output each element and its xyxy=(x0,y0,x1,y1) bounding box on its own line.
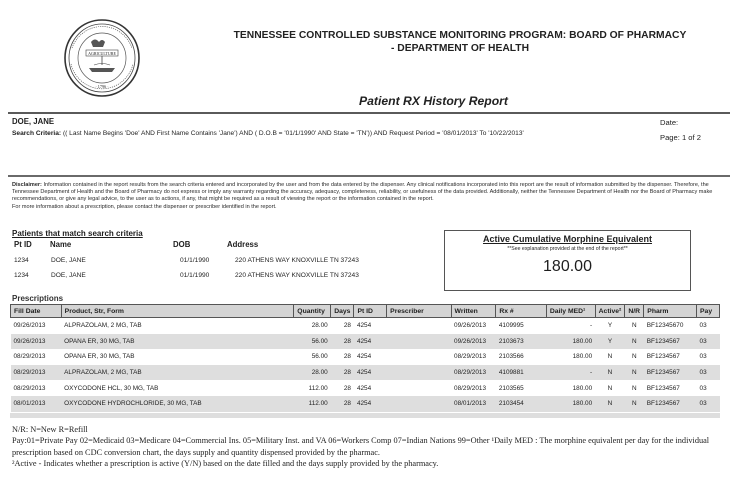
table-row xyxy=(11,349,720,365)
cell-active: N xyxy=(607,384,613,392)
cell-rx-number: 4109995 xyxy=(498,322,524,330)
patients-col-ptid: Pt ID xyxy=(14,240,32,249)
cell-prescriber xyxy=(387,380,451,396)
cell-prescriber xyxy=(387,318,451,334)
patient-name: DOE, JANE xyxy=(12,117,55,126)
page-indicator: Page: 1 of 2 xyxy=(660,133,701,142)
table-row xyxy=(11,318,720,334)
cell-rx-number: 2103565 xyxy=(498,384,524,392)
cell-rx-number: 4109881 xyxy=(496,365,546,381)
table-row xyxy=(11,334,720,350)
table-row xyxy=(11,396,720,412)
cell-fill-date: 09/26/2013 xyxy=(13,322,46,330)
cell-pharm: BF1234567 xyxy=(646,384,680,392)
morphine-note: **See explanation provided at the end of the report** xyxy=(507,246,628,252)
col-rx-number: Rx # xyxy=(496,305,546,318)
cell-nr: N xyxy=(625,334,644,350)
cell-prescriber xyxy=(387,334,451,350)
cell-rx-number: 2103454 xyxy=(496,396,546,412)
date-label: Date: xyxy=(660,118,679,127)
cell-nr: N xyxy=(625,396,644,412)
cell-active: Y xyxy=(607,322,613,330)
cell-fill-date: 08/01/2013 xyxy=(11,396,62,412)
disclaimer-more-info: For more information about a prescription, please contact the dispenser or prescriber identified in the report. xyxy=(12,203,277,210)
cell-pay: 03 xyxy=(697,334,720,350)
cell-active: N xyxy=(595,365,625,381)
table-header-row xyxy=(11,305,720,318)
search-criteria xyxy=(12,128,592,139)
cell-days: 28 xyxy=(343,353,351,361)
cell-written: 08/01/2013 xyxy=(451,396,496,412)
cell-days: 28 xyxy=(331,365,354,381)
cell-daily-med: 180.00 xyxy=(572,384,593,392)
col-prescriber: Prescriber xyxy=(387,305,451,318)
cell-pharm: BF1234567 xyxy=(644,365,697,381)
cell-pt-id: 4254 xyxy=(354,365,387,381)
cell-written: 08/29/2013 xyxy=(454,384,487,392)
col-quantity: Quantity xyxy=(294,305,331,318)
disclaimer-label: Disclaimer: xyxy=(12,182,42,188)
cell-quantity: 28.00 xyxy=(311,322,328,330)
cell-pay: 03 xyxy=(699,384,707,392)
cell-daily-med: - xyxy=(546,365,595,381)
col-written: Written xyxy=(451,305,496,318)
cell-pt-id: 4254 xyxy=(356,353,372,361)
patient-address: 220 ATHENS WAY KNOXVILLE TN 37243 xyxy=(235,257,359,264)
page-title: Patient RX History Report xyxy=(359,94,508,108)
table-footer-bar xyxy=(10,413,720,418)
col-nr: N/R xyxy=(625,305,644,318)
cell-product: OPANA ER, 30 MG, TAB xyxy=(61,334,294,350)
cell-pharm: BF1234567 xyxy=(644,396,697,412)
patient-ptid: 1234 xyxy=(14,272,29,279)
table-row xyxy=(11,365,720,381)
cell-active: N xyxy=(595,396,625,412)
footnotes xyxy=(12,424,732,470)
cell-daily-med: 180.00 xyxy=(546,396,595,412)
col-product: Product, Str, Form xyxy=(61,305,294,318)
footnote-active: ²Active - Indicates whether a prescription is active (Y/N) based on the date filled and the days supply provided by the pharmacy. xyxy=(12,459,439,469)
cell-daily-med: 180.00 xyxy=(572,353,593,361)
patient-name-cell: DOE, JANE xyxy=(51,257,86,264)
col-pt-id: Pt ID xyxy=(354,305,387,318)
cell-written: 08/29/2013 xyxy=(451,365,496,381)
cell-nr: N xyxy=(631,322,637,330)
patients-col-name: Name xyxy=(50,240,72,249)
cell-nr: N xyxy=(631,353,637,361)
cell-daily-med: 180.00 xyxy=(546,334,595,350)
cell-written: 08/29/2013 xyxy=(454,353,487,361)
cell-product: OXYCODONE HCL, 30 MG, TAB xyxy=(64,384,159,392)
col-active: Active² xyxy=(595,305,625,318)
divider xyxy=(8,112,730,114)
morphine-value: 180.00 xyxy=(543,258,592,275)
cell-fill-date: 08/29/2013 xyxy=(11,365,62,381)
table-row xyxy=(11,380,720,396)
state-seal-logo xyxy=(62,18,142,98)
cell-pt-id: 4254 xyxy=(356,322,372,330)
cell-quantity: 112.00 xyxy=(294,396,331,412)
col-days: Days xyxy=(331,305,354,318)
search-criteria-label: Search Criteria: xyxy=(12,130,62,137)
cell-product: OPANA ER, 30 MG, TAB xyxy=(64,353,135,361)
cell-quantity: 28.00 xyxy=(294,365,331,381)
cell-fill-date: 09/26/2013 xyxy=(11,334,62,350)
cell-prescriber xyxy=(387,365,451,381)
header-title-line1: TENNESSEE CONTROLLED SUBSTANCE MONITORING PROGRAM: BOARD OF PHARMACY xyxy=(233,30,687,41)
patient-name-cell: DOE, JANE xyxy=(51,272,86,279)
patient-dob: 01/1/1990 xyxy=(180,272,210,279)
cell-written: 09/26/2013 xyxy=(451,334,496,350)
cell-pt-id: 4254 xyxy=(354,334,387,350)
search-criteria-text: (( Last Name Begins 'Doe' AND First Name Contains 'Jane') AND ( D.O.B = '01/1/1990' AND State = 'TN')) AND Request Period = '08/01/2013' To '10/22/2013' xyxy=(61,130,524,137)
footnote-pay: Pay:01=Private Pay 02=Medicaid 03=Medicare 04=Commercial Ins. 05=Military Inst. and VA 06=Workers Comp 07=Indian Nations 99=Other ¹Daily MED : The morphine equivalent per day for the individual prescription based on CDC conversion chart, the days supply and quantity dispensed provided by the pharmac. xyxy=(12,436,710,457)
cell-written: 09/26/2013 xyxy=(454,322,487,330)
cell-pharm: BF1234567 xyxy=(644,334,697,350)
cell-pay: 03 xyxy=(699,353,707,361)
patient-dob: 01/1/1990 xyxy=(180,257,210,264)
prescriptions-table xyxy=(10,304,720,412)
cell-product: ALPRAZOLAM, 2 MG, TAB xyxy=(61,365,294,381)
patients-col-address: Address xyxy=(227,240,259,249)
patient-address: 220 ATHENS WAY KNOXVILLE TN 37243 xyxy=(235,272,359,279)
header-title-line2: - DEPARTMENT OF HEALTH xyxy=(390,43,530,54)
cell-days: 28 xyxy=(331,396,354,412)
cell-daily-med: - xyxy=(590,322,593,330)
morphine-title: Active Cumulative Morphine Equivalent xyxy=(482,234,653,244)
cell-active: Y xyxy=(595,334,625,350)
divider xyxy=(8,175,730,177)
cell-days: 28 xyxy=(331,334,354,350)
cell-active: N xyxy=(607,353,613,361)
disclaimer-text: Information contained in the report results from the search criteria entered and incorporated by the user and from the data entered by the dispenser. Any clinical notifications incorporated into this report are the result of information submitted by the dispenser. Therefore, the Tennessee Department of Health and the Board of Pharmacy do not express or imply any warranty regarding the accuracy, adequacy, completeness, reliability, or usefulness of the data provided. Additionally, neither the Tennessee Department of Health nor the Board of Pharmacy make recommendations, or give any legal advice, to the user as to actions, if any, that might be required as a result of viewing the report or the information contained in the report. xyxy=(12,182,713,203)
cell-days: 28 xyxy=(343,322,351,330)
cell-fill-date: 08/29/2013 xyxy=(13,353,46,361)
cell-fill-date: 08/29/2013 xyxy=(13,384,46,392)
footnote-nr: N/R: N=New R=Refill xyxy=(12,425,88,434)
col-pay: Pay xyxy=(697,305,720,318)
cell-pharm: BF1234567 xyxy=(646,353,680,361)
patients-col-dob: DOB xyxy=(173,240,191,249)
cell-nr: N xyxy=(625,365,644,381)
svg-text:AGRICULTURE: AGRICULTURE xyxy=(88,51,116,56)
patients-section-title: Patients that match search criteria xyxy=(12,229,143,238)
cell-quantity: 56.00 xyxy=(311,353,328,361)
cell-rx-number: 2103673 xyxy=(496,334,546,350)
cell-quantity: 56.00 xyxy=(294,334,331,350)
cell-prescriber xyxy=(387,396,451,412)
col-daily-med: Daily MED¹ xyxy=(546,305,595,318)
cell-days: 28 xyxy=(343,384,351,392)
cell-rx-number: 2103566 xyxy=(498,353,524,361)
prescriptions-section-title: Prescriptions xyxy=(12,294,64,303)
col-fill-date: Fill Date xyxy=(11,305,62,318)
svg-text:· 1796 ·: · 1796 · xyxy=(95,84,109,89)
cell-quantity: 112.00 xyxy=(308,384,328,392)
patient-ptid: 1234 xyxy=(14,257,29,264)
col-pharm: Pharm xyxy=(644,305,697,318)
disclaimer xyxy=(12,182,727,211)
cell-prescriber xyxy=(387,349,451,365)
report-header-title xyxy=(180,29,737,55)
cell-pay: 03 xyxy=(697,365,720,381)
cell-pharm: BF12345670 xyxy=(646,322,684,330)
cell-product: OXYCODONE HYDROCHLORIDE, 30 MG, TAB xyxy=(61,396,294,412)
cell-product: ALPRAZOLAM, 2 MG, TAB xyxy=(64,322,142,330)
morphine-equivalent-box xyxy=(444,230,691,291)
cell-pay: 03 xyxy=(699,322,707,330)
cell-pt-id: 4254 xyxy=(356,384,372,392)
cell-pt-id: 4254 xyxy=(354,396,387,412)
cell-pay: 03 xyxy=(697,396,720,412)
cell-nr: N xyxy=(631,384,637,392)
